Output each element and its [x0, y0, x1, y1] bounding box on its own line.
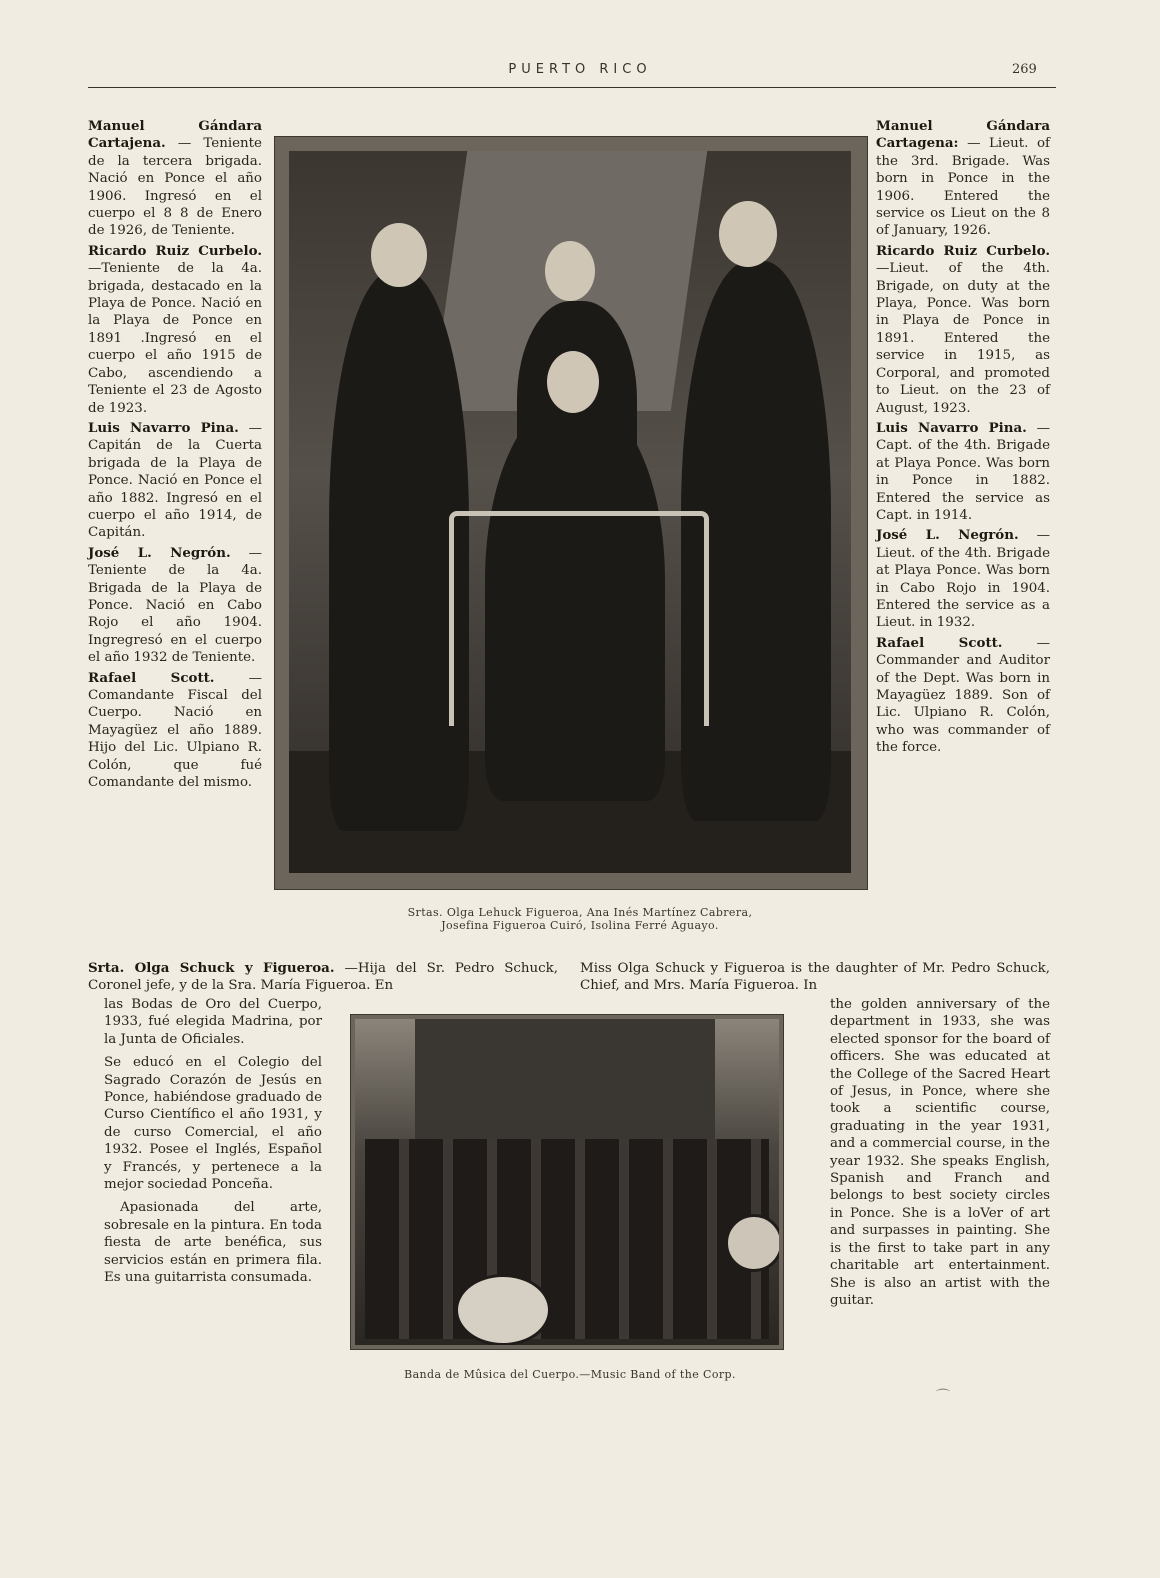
bio-entry: [876, 118, 1050, 240]
bio-text: — Teniente de la tercera brigada. Nació en Ponce el año 1906. Ingresó en el cuerpo el 8 8 de Enero de 1926, de Teniente.: [88, 136, 262, 239]
bio-text: —Commander and Auditor of the Dept. Was born in Mayagüez 1889. Son of Lic. Ulpiano R. Colón, who was commander of the force.: [876, 635, 1050, 756]
bio-text: —Capt. of the 4th. Brigade at Playa Ponce. Was born in Ponce in 1882. Entered the service as Capt. in 1914.: [876, 420, 1050, 523]
right-bio-column: [876, 118, 1050, 760]
paragraph: Se educó en el Colegio del Sagrado Corazón de Jesús en Ponce, habiéndose graduado de Curso Científico el año 1931, y de curso Comercial, el año 1932. Posee el Inglés, Español y Francés, y pertenece a la mejor sociedad Ponceña.: [104, 1055, 322, 1193]
face: [719, 201, 777, 267]
bio-text: —Teniente de la 4a. Brigada de la Playa de Ponce. Nació en Cabo Rojo el año 1904. Ingregresó en el cuerpo el año 1932 de Teniente.: [88, 545, 262, 666]
lead-text-es: —Hija del Sr. Pedro Schuck, Coronel jefe, y de la Sra. María Figueroa. En: [88, 961, 558, 994]
bio-name: Ricardo Ruiz Curbelo.: [88, 242, 262, 259]
bio-name: Rafael Scott.: [88, 669, 215, 686]
spanish-bio-column: [104, 996, 322, 1287]
bio-entry: [876, 635, 1050, 757]
group-photo: [274, 136, 868, 890]
bio-text: — Comandante Fiscal del Cuerpo. Nació en Mayagüez el año 1889. Hijo del Lic. Ulpiano R. Colón, que fué Comandante del mismo.: [88, 670, 262, 791]
bio-name: José L. Negrón.: [88, 544, 231, 561]
band-photo: [350, 1014, 784, 1350]
bio-text: —Lieut. of the 4th. Brigade, on duty at the Playa, Ponce. Was born in Playa de Ponce in 1891. Entered the service in 1915, as Corporal, and promoted to Lieut. on the 23 of August, 1923.: [876, 261, 1050, 416]
snare-drum: [725, 1214, 779, 1272]
face: [547, 351, 599, 413]
chair: [449, 511, 709, 726]
bio-entry: [876, 243, 1050, 417]
bio-name: Luis Navarro Pina.: [876, 419, 1027, 436]
bio-name: Luis Navarro Pina.: [88, 419, 239, 436]
bio-name: Manuel Gándara Cartagena:: [876, 118, 1050, 152]
bio-entry: [88, 118, 262, 240]
bio-entry: [88, 545, 262, 667]
running-header: PUERTO RICO: [508, 62, 652, 77]
end-mark-icon: ⌒: [936, 1389, 950, 1405]
subject-name: Srta. Olga Schuck y Figueroa.: [88, 960, 335, 976]
bio-entry: [876, 420, 1050, 524]
bio-name: José L. Negrón.: [876, 527, 1019, 544]
face: [371, 223, 427, 287]
bio-entry: [88, 420, 262, 542]
lead-text-en: Miss Olga Schuck y Figueroa is the daughter of Mr. Pedro Schuck, Chief, and Mrs. María Figueroa. In: [580, 961, 1050, 994]
bass-drum: [455, 1274, 551, 1345]
bio-text: —Teniente de la 4a. brigada, destacado en la Playa de Ponce. Nació en la Playa de Ponce en 1891 .Ingresó en el cuerpo el año 1915 de Cabo, ascendiendo a Teniente el 23 de Agosto de 1923.: [88, 261, 262, 416]
bio-name: Ricardo Ruiz Curbelo.: [876, 242, 1050, 259]
english-bio-column: [830, 996, 1050, 1309]
bio-text: — Lieut. of the 4th. Brigade at Playa Ponce. Was born in Cabo Rojo in 1904. Entered the service as a Lieut. in 1932.: [876, 528, 1050, 631]
paragraph: las Bodas de Oro del Cuerpo, 1933, fué elegida Madrina, por la Junta de Oficiales.: [104, 997, 322, 1047]
band-photo-caption: Banda de Mûsica del Cuerpo.—Music Band of the Corp.: [404, 1368, 736, 1381]
bio-entry: [88, 243, 262, 417]
top-photo-caption: Srtas. Olga Lehuck Figueroa, Ana Inés Martínez Cabrera, Josefina Figueroa Cuiró, Isolina Ferré Aguayo.: [407, 906, 753, 932]
woman-figure-left: [329, 271, 469, 831]
bio-text: —Capitán de la Cuerta brigada de la Playa de Ponce. Nació en Ponce el año 1882. Ingresó en el cuerpo el año 1914, de Capitán.: [88, 420, 262, 541]
left-bio-column: [88, 118, 262, 794]
paragraph: the golden anniversary of the department in 1933, she was elected sponsor for the board of officers. She was educated at the College of the Sacred Heart of Jesus, in Ponce, where she took a scientific course, graduating in the year 1931, and a commercial course, in the year 1932. She speaks English, Spanish and Franch and belongs to best society circles in Ponce. She is a loVer of art and surpasses in painting. She is the first to take part in any charitable art entertainment. She is also an artist with the guitar.: [830, 997, 1050, 1308]
bio-name: Rafael Scott.: [876, 634, 1003, 651]
bottom-right-lead: [580, 960, 1050, 995]
bio-entry: [88, 670, 262, 792]
header-rule: [88, 87, 1056, 88]
paragraph: Apasionada del arte, sobresale en la pintura. En toda fiesta de arte benéfica, sus servicios están en primera fila. Es una guitarrista consumada.: [104, 1200, 322, 1286]
bottom-left-lead: [88, 960, 558, 995]
bio-text: — Lieut. of the 3rd. Brigade. Was born in Ponce in the 1906. Entered the service os Lieut on the 8 of January, 1926.: [876, 136, 1050, 239]
bio-entry: [876, 527, 1050, 631]
page-number: 269: [1012, 62, 1037, 77]
band-members: [365, 1139, 769, 1339]
bio-name: Manuel Gándara Cartajena.: [88, 118, 262, 152]
face: [545, 241, 595, 301]
